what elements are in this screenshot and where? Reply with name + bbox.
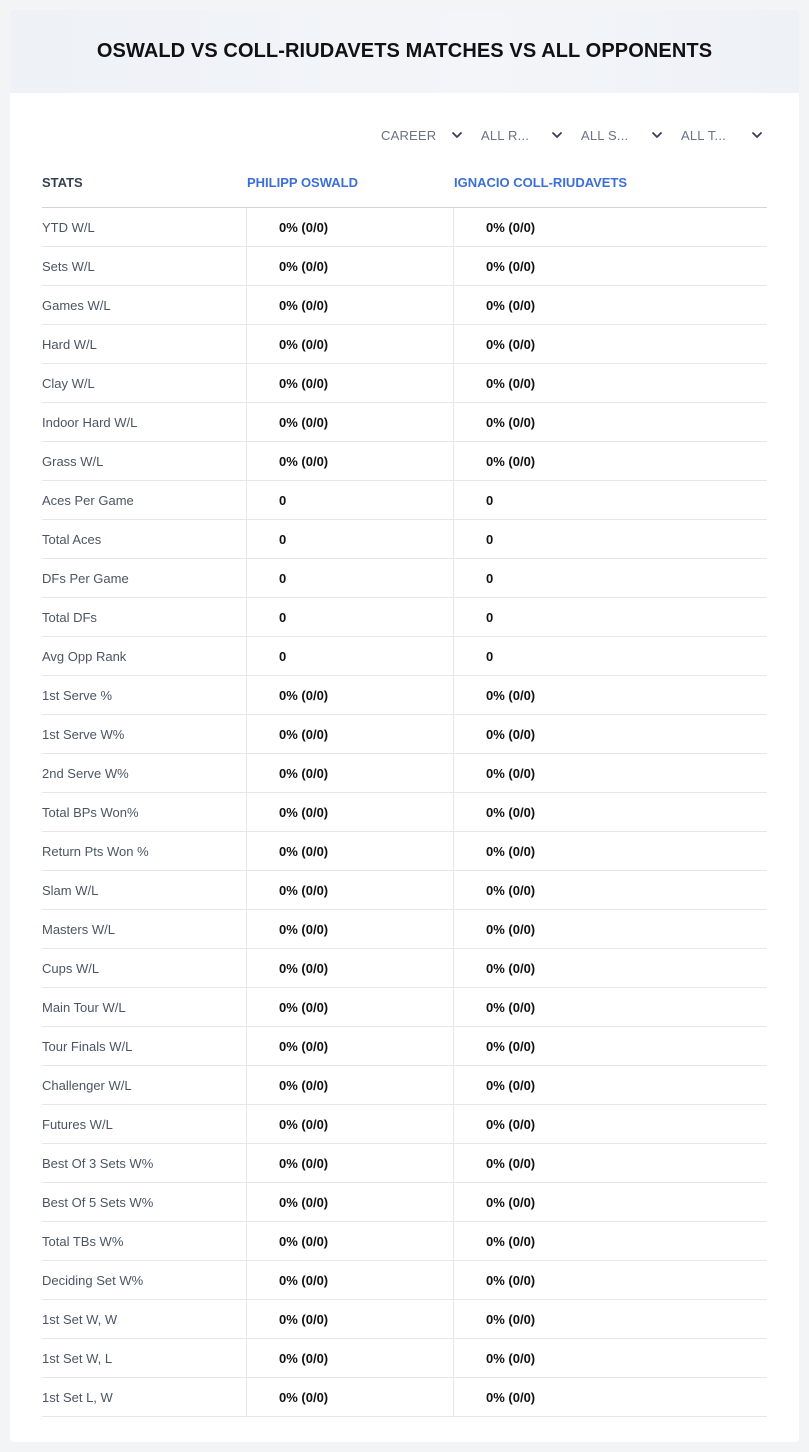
player2-stat-value: 0 [486,531,494,547]
stat-label: Deciding Set W% [42,1261,247,1299]
stats-card [10,10,799,1442]
player1-stat-value: 0% (0/0) [247,1183,454,1221]
player2-stat-value: 0% (0/0) [486,1116,536,1132]
player1-stat-value: 0% (0/0) [247,910,454,948]
player2-stat-value: 0% (0/0) [486,258,536,274]
stat-label: Best Of 5 Sets W% [42,1183,247,1221]
table-row [42,988,767,1027]
player1-stat-value: 0% (0/0) [247,1261,454,1299]
table-row [42,871,767,910]
chevron-down-icon [451,129,463,141]
table-row [42,910,767,949]
header-stats: STATS [42,175,83,190]
player2-stat-value: 0% (0/0) [486,726,536,742]
stat-label: Challenger W/L [42,1066,247,1104]
player2-stat-value: 0% (0/0) [486,843,536,859]
player2-stat-value: 0% (0/0) [486,414,536,430]
player2-stat-value: 0% (0/0) [486,453,536,469]
player2-stat-value: 0 [486,570,494,586]
player2-stat-value: 0% (0/0) [486,882,536,898]
player1-stat-value: 0% (0/0) [247,442,454,480]
player1-stat-value: 0% (0/0) [247,949,454,987]
stat-label: DFs Per Game [42,559,247,597]
player2-stat-value: 0% (0/0) [486,1194,536,1210]
table-row [42,637,767,676]
player2-stat-value: 0% (0/0) [486,1272,536,1288]
table-row [42,1183,767,1222]
chevron-down-icon [551,129,563,141]
player1-stat-value: 0% (0/0) [247,715,454,753]
player2-stat-value: 0% (0/0) [486,960,536,976]
stat-label: 1st Set W, W [42,1300,247,1338]
stat-label: Hard W/L [42,325,247,363]
player2-stat-value: 0 [486,609,494,625]
player1-stat-value: 0% (0/0) [247,676,454,714]
player2-stat-value: 0% (0/0) [486,1350,536,1366]
player1-stat-value: 0% (0/0) [247,286,454,324]
stat-label: Clay W/L [42,364,247,402]
stats-table [42,158,767,1417]
table-row [42,1027,767,1066]
table-row [42,247,767,286]
stat-label: 1st Serve % [42,676,247,714]
stat-label: Total DFs [42,598,247,636]
filter-surface-label: ALL S... [581,127,629,143]
stat-label: Aces Per Game [42,481,247,519]
table-body [42,208,767,1417]
table-row [42,676,767,715]
player1-stat-value: 0% (0/0) [247,1222,454,1260]
player2-stat-value: 0% (0/0) [486,1077,536,1093]
page-title: OSWALD VS COLL-RIUDAVETS MATCHES VS ALL OPPONENTS [96,40,713,62]
player1-stat-value: 0% (0/0) [247,1066,454,1104]
table-row [42,949,767,988]
chevron-down-icon [751,129,763,141]
player2-stat-value: 0% (0/0) [486,1311,536,1327]
table-row [42,1066,767,1105]
table-row [42,1339,767,1378]
table-row [42,364,767,403]
player1-stat-value: 0% (0/0) [247,1378,454,1416]
player1-stat-value: 0 [247,559,454,597]
header-player2-link[interactable]: IGNACIO COLL-RIUDAVETS [454,175,628,190]
table-row [42,598,767,637]
stat-label: 1st Serve W% [42,715,247,753]
filter-period-label: CAREER [381,127,437,143]
card-header [10,10,799,93]
player2-stat-value: 0% (0/0) [486,1233,536,1249]
player2-stat-value: 0% (0/0) [486,297,536,313]
filter-tournament-label: ALL T... [681,127,726,143]
stat-label: Masters W/L [42,910,247,948]
filter-period-select[interactable] [367,124,467,146]
player1-stat-value: 0% (0/0) [247,1027,454,1065]
player2-stat-value: 0% (0/0) [486,1038,536,1054]
player1-stat-value: 0% (0/0) [247,1339,454,1377]
player2-stat-value: 0% (0/0) [486,999,536,1015]
table-row [42,325,767,364]
table-row [42,1144,767,1183]
table-row [42,208,767,247]
stat-label: 2nd Serve W% [42,754,247,792]
player2-stat-value: 0% (0/0) [486,1389,536,1405]
player2-stat-value: 0% (0/0) [486,804,536,820]
player1-stat-value: 0% (0/0) [247,793,454,831]
player2-stat-value: 0% (0/0) [486,375,536,391]
player1-stat-value: 0% (0/0) [247,1105,454,1143]
table-row [42,559,767,598]
player1-stat-value: 0% (0/0) [247,1300,454,1338]
stat-label: Games W/L [42,286,247,324]
player2-stat-value: 0 [486,648,494,664]
stat-label: Indoor Hard W/L [42,403,247,441]
player2-stat-value: 0% (0/0) [486,1155,536,1171]
table-row [42,715,767,754]
stat-label: Cups W/L [42,949,247,987]
stat-label: Grass W/L [42,442,247,480]
filter-round-label: ALL R... [481,127,530,143]
player1-stat-value: 0% (0/0) [247,1144,454,1182]
chevron-down-icon [651,129,663,141]
table-row [42,1300,767,1339]
stat-label: YTD W/L [42,208,247,246]
player1-stat-value: 0 [247,520,454,558]
player2-stat-value: 0 [486,492,494,508]
player2-stat-value: 0% (0/0) [486,921,536,937]
header-player1-link[interactable]: PHILIPP OSWALD [247,175,358,190]
table-row [42,403,767,442]
stat-label: 1st Set W, L [42,1339,247,1377]
player2-stat-value: 0% (0/0) [486,765,536,781]
stat-label: Return Pts Won % [42,832,247,870]
stat-label: Avg Opp Rank [42,637,247,675]
table-header-row [42,158,767,208]
player1-stat-value: 0% (0/0) [247,364,454,402]
player1-stat-value: 0% (0/0) [247,832,454,870]
table-row [42,481,767,520]
player2-stat-value: 0% (0/0) [486,687,536,703]
filter-bar [367,124,767,146]
player1-stat-value: 0 [247,637,454,675]
table-row [42,1261,767,1300]
table-row [42,520,767,559]
player1-stat-value: 0% (0/0) [247,247,454,285]
player1-stat-value: 0% (0/0) [247,208,454,246]
stat-label: Sets W/L [42,247,247,285]
player1-stat-value: 0% (0/0) [247,988,454,1026]
table-row [42,1222,767,1261]
player2-stat-value: 0% (0/0) [486,336,536,352]
stat-label: Futures W/L [42,1105,247,1143]
stat-label: 1st Set L, W [42,1378,247,1416]
filter-tournament-select[interactable] [667,124,767,146]
table-row [42,793,767,832]
stat-label: Slam W/L [42,871,247,909]
player1-stat-value: 0% (0/0) [247,871,454,909]
table-row [42,442,767,481]
player1-stat-value: 0 [247,481,454,519]
player1-stat-value: 0% (0/0) [247,325,454,363]
table-row [42,832,767,871]
stat-label: Total Aces [42,520,247,558]
stat-label: Best Of 3 Sets W% [42,1144,247,1182]
filter-surface-select[interactable] [567,124,667,146]
stat-label: Total TBs W% [42,1222,247,1260]
player1-stat-value: 0% (0/0) [247,403,454,441]
player1-stat-value: 0% (0/0) [247,754,454,792]
stat-label: Main Tour W/L [42,988,247,1026]
player2-stat-value: 0% (0/0) [486,219,536,235]
table-row [42,754,767,793]
stat-label: Total BPs Won% [42,793,247,831]
table-row [42,1105,767,1144]
table-row [42,286,767,325]
player1-stat-value: 0 [247,598,454,636]
stat-label: Tour Finals W/L [42,1027,247,1065]
table-row [42,1378,767,1417]
filter-round-select[interactable] [467,124,567,146]
